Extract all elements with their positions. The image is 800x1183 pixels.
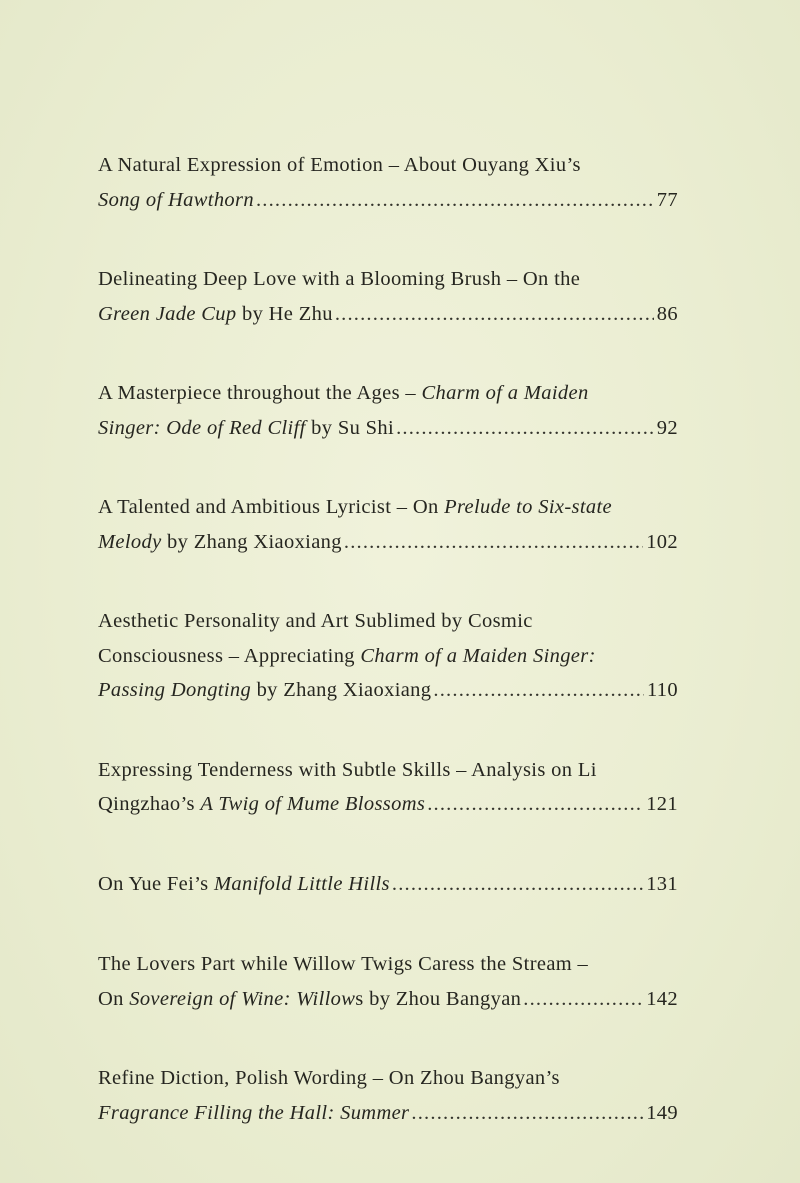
page-number: 121 <box>646 793 678 815</box>
toc-entry[interactable] <box>98 148 678 217</box>
toc-entry[interactable] <box>98 947 678 1016</box>
page-number: 110 <box>646 679 678 701</box>
entry-title-line: Expressing Tenderness with Subtle Skills – Analysis on Li <box>98 758 597 781</box>
entry-title-line: A Natural Expression of Emotion – About Ouyang Xiu’s <box>98 154 581 176</box>
entry-title-cont <box>98 1096 409 1131</box>
work-title: Prelude to Six-state <box>444 496 612 518</box>
entry-title-line <box>98 376 678 411</box>
page-number: 77 <box>656 188 678 211</box>
entry-title-line <box>98 639 678 674</box>
entry-page-line <box>98 525 678 560</box>
author-text: by Su Shi <box>305 416 395 439</box>
work-title: Manifold Little Hills <box>213 872 390 895</box>
toc-entry[interactable] <box>98 1061 678 1130</box>
toc-entry[interactable] <box>98 376 678 445</box>
dot-leader <box>344 525 643 560</box>
title-text: A Masterpiece throughout the Ages – <box>98 382 422 404</box>
entry-title-cont <box>98 787 425 822</box>
page-number: 142 <box>646 987 678 1010</box>
toc-entry[interactable] <box>98 753 678 822</box>
dot-leader <box>411 1096 643 1131</box>
work-title: Melody <box>98 530 162 553</box>
dot-leader <box>256 183 654 218</box>
toc-entry[interactable] <box>98 604 678 708</box>
work-title: Fragrance Filling the Hall: Summer <box>98 1101 410 1124</box>
author-text: by Zhang Xiaoxiang <box>251 679 432 701</box>
entry-page-line <box>98 673 678 708</box>
entry-title-line: Refine Diction, Polish Wording – On Zhou Bangyan’s <box>98 1067 560 1089</box>
entry-title-line <box>98 490 678 525</box>
title-text: On <box>98 987 130 1010</box>
page-number: 86 <box>656 302 678 325</box>
entry-title-cont <box>98 867 390 902</box>
entry-title-line: Delineating Deep Love with a Blooming Brush – On the <box>98 268 581 290</box>
work-title: A Twig of Mume Blossoms <box>200 793 426 815</box>
page-number: 102 <box>646 530 678 553</box>
table-of-contents <box>98 148 678 1175</box>
toc-entry[interactable] <box>98 490 678 559</box>
author-text: by He Zhu <box>236 302 333 325</box>
entry-title-cont <box>98 982 521 1017</box>
dot-leader <box>427 787 643 822</box>
title-text: Qingzhao’s <box>98 793 201 815</box>
entry-title-line: Aesthetic Personality and Art Sublimed by Cosmic <box>98 610 533 632</box>
page-number: 92 <box>656 416 678 439</box>
dot-leader <box>396 411 654 446</box>
entry-page-line <box>98 411 678 446</box>
dot-leader <box>523 982 643 1017</box>
entry-page-line <box>98 787 678 822</box>
work-title: Charm of a Maiden <box>421 382 589 404</box>
entry-page-line <box>98 982 678 1017</box>
work-title: Singer: Ode of Red Cliff <box>98 416 306 439</box>
toc-entry[interactable] <box>98 867 678 902</box>
work-title: Song of Hawthorn <box>98 188 254 211</box>
work-title: Passing Dongting <box>98 679 252 701</box>
entry-page-line <box>98 183 678 218</box>
dot-leader <box>335 297 654 332</box>
page-number: 131 <box>646 872 678 895</box>
work-title: Charm of a Maiden Singer: <box>360 644 596 667</box>
entry-title-line: The Lovers Part while Willow Twigs Caress the Stream – <box>98 953 589 975</box>
dot-leader <box>433 673 644 708</box>
entry-title-cont <box>98 673 431 708</box>
dot-leader <box>392 867 643 902</box>
toc-entry[interactable] <box>98 262 678 331</box>
entry-title-cont <box>98 297 333 332</box>
work-title: Green Jade Cup <box>98 302 237 325</box>
title-text: Consciousness – Appreciating <box>98 644 361 667</box>
entry-page-line <box>98 297 678 332</box>
entry-page-line <box>98 1096 678 1131</box>
title-text: On Yue Fei’s <box>98 872 214 895</box>
entry-title-cont <box>98 183 254 218</box>
entry-title-cont <box>98 411 394 446</box>
author-text: s by Zhou Bangyan <box>355 987 522 1010</box>
entry-title-cont <box>98 525 342 560</box>
page-number: 149 <box>646 1101 678 1124</box>
entry-page-line <box>98 867 678 902</box>
work-title: Sovereign of Wine: Willow <box>129 987 356 1010</box>
author-text: by Zhang Xiaoxiang <box>161 530 342 553</box>
title-text: A Talented and Ambitious Lyricist – On <box>98 496 445 518</box>
